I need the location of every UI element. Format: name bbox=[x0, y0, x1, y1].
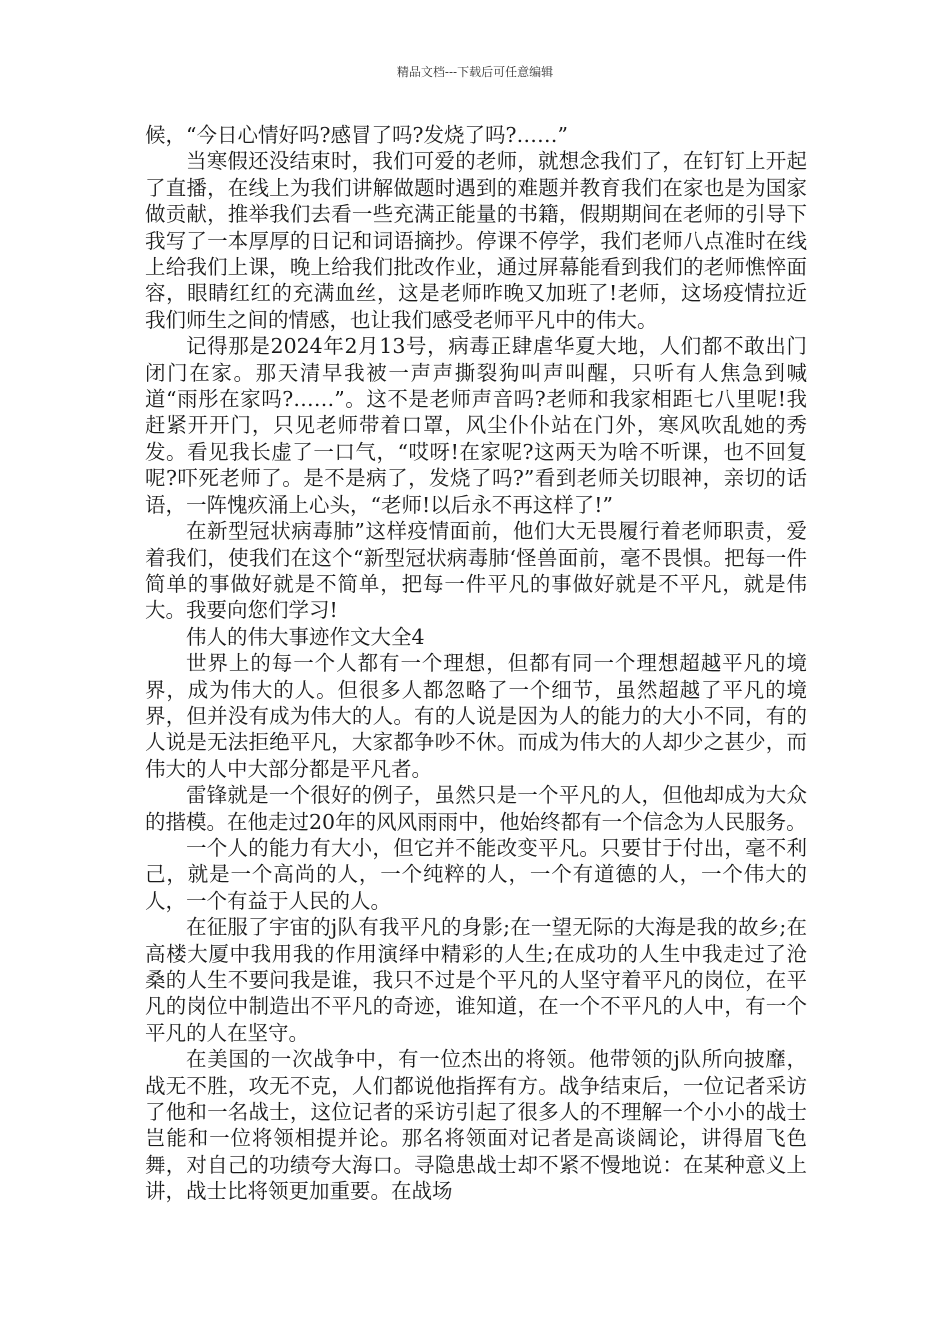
page-header: 精品文档---下载后可任意编辑 bbox=[396, 65, 554, 79]
paragraph-6: 雷锋就是一个很好的例子，虽然只是一个平凡的人，但他却成为大众的揩模。在他走过20年的风风雨雨中，他始终都有一个信念为人民服务。 bbox=[145, 783, 807, 834]
paragraph-9: 在美国的一次战争中，有一位杰出的将领。他带领的j队所向披靡，战无不胜，攻无不克，人们都说他指挥有方。战争结束后，一位记者采访了他和一名战士，这位记者的采访引起了很多人的不理解一个小小的战士岂能和一位将领相提并论。那名将领面对记者是高谈阔论，讲得眉飞色舞，对自己的功绩夸大海口。寻隐患战士却不紧不慢地说：在某种意义上讲，战士比将领更加重要。在战场 bbox=[145, 1047, 807, 1204]
paragraph-3: 记得那是2024年2月13号，病毒正肆虐华夏大地，人们都不敢出门闭门在家。那天清早我被一声声撕裂狗叫声叫醒，只听有人焦急到喊道“雨彤在家吗?……”。这不是老师声音吗?老师和我家相距七八里呢!我赶紧开开门，只见老师带着口罩，风尘仆仆站在门外，寒风吹乱她的秀发。看见我长虚了一口气，“哎呀!在家呢?这两天为啥不听课，也不回复呢?吓死老师了。是不是病了，发烧了吗?”看到老师关切眼神，亲切的话语，一阵愧疚涌上心头，“老师!以后永不再这样了!” bbox=[145, 334, 807, 517]
document-body bbox=[145, 122, 807, 1205]
paragraph-4: 在新型冠状病毒肺”这样疫情面前，他们大无畏履行着老师职责，爱着我们，使我们在这个“新型冠状病毒肺‘怪兽面前，毫不畏惧。把每一件简单的事做好就是不简单，把每一件平凡的事做好就是不平凡，就是伟大。我要向您们学习! bbox=[145, 519, 807, 623]
paragraph-2: 当寒假还没结束时，我们可爱的老师，就想念我们了，在钉钉上开起了直播，在线上为我们讲解做题时遇到的难题并教育我们在家也是为国家做贡献，推举我们去看一些充满正能量的书籍，假期期间在老师的引导下我写了一本厚厚的日记和词语摘抄。停课不停学，我们老师八点准时在线上给我们上课，晚上给我们批改作业，通过屏幕能看到我们的老师憔悴面容，眼睛红红的充满血丝，这是老师昨晚又加班了!老师，这场疫情拉近我们师生之间的情感，也让我们感受老师平凡中的伟大。 bbox=[145, 149, 807, 332]
paragraph-1: 候，“今日心情好吗?感冒了吗?发烧了吗?……” bbox=[145, 123, 568, 147]
paragraph-7: 一个人的能力有大小，但它并不能改变平凡。只要甘于付出，毫不利己，就是一个高尚的人，一个纯粹的人，一个有道德的人，一个伟大的人，一个有益于人民的人。 bbox=[145, 835, 807, 913]
section-heading: 伟人的伟大事迹作文大全4 bbox=[186, 624, 425, 649]
paragraph-5: 世界上的每一个人都有一个理想，但都有同一个理想超越平凡的境界，成为伟大的人。但很多人都忽略了一个细节，虽然超越了平凡的境界，但并没有成为伟大的人。有的人说是因为人的能力的大小不同，有的人说是无法拒绝平凡，大家都争吵不休。而成为伟大的人却少之甚少，而伟大的人中大部分都是平凡者。 bbox=[145, 651, 807, 781]
paragraph-8: 在征服了宇宙的j队有我平凡的身影;在一望无际的大海是我的故乡;在高楼大厦中我用我的作用演绎中精彩的人生;在成功的人生中我走过了沧桑的人生不要问我是谁，我只不过是个平凡的人坚守着平凡的岗位，在平凡的岗位中制造出不平凡的奇迹，谁知道，在一个不平凡的人中，有一个平凡的人在坚守。 bbox=[145, 915, 807, 1045]
